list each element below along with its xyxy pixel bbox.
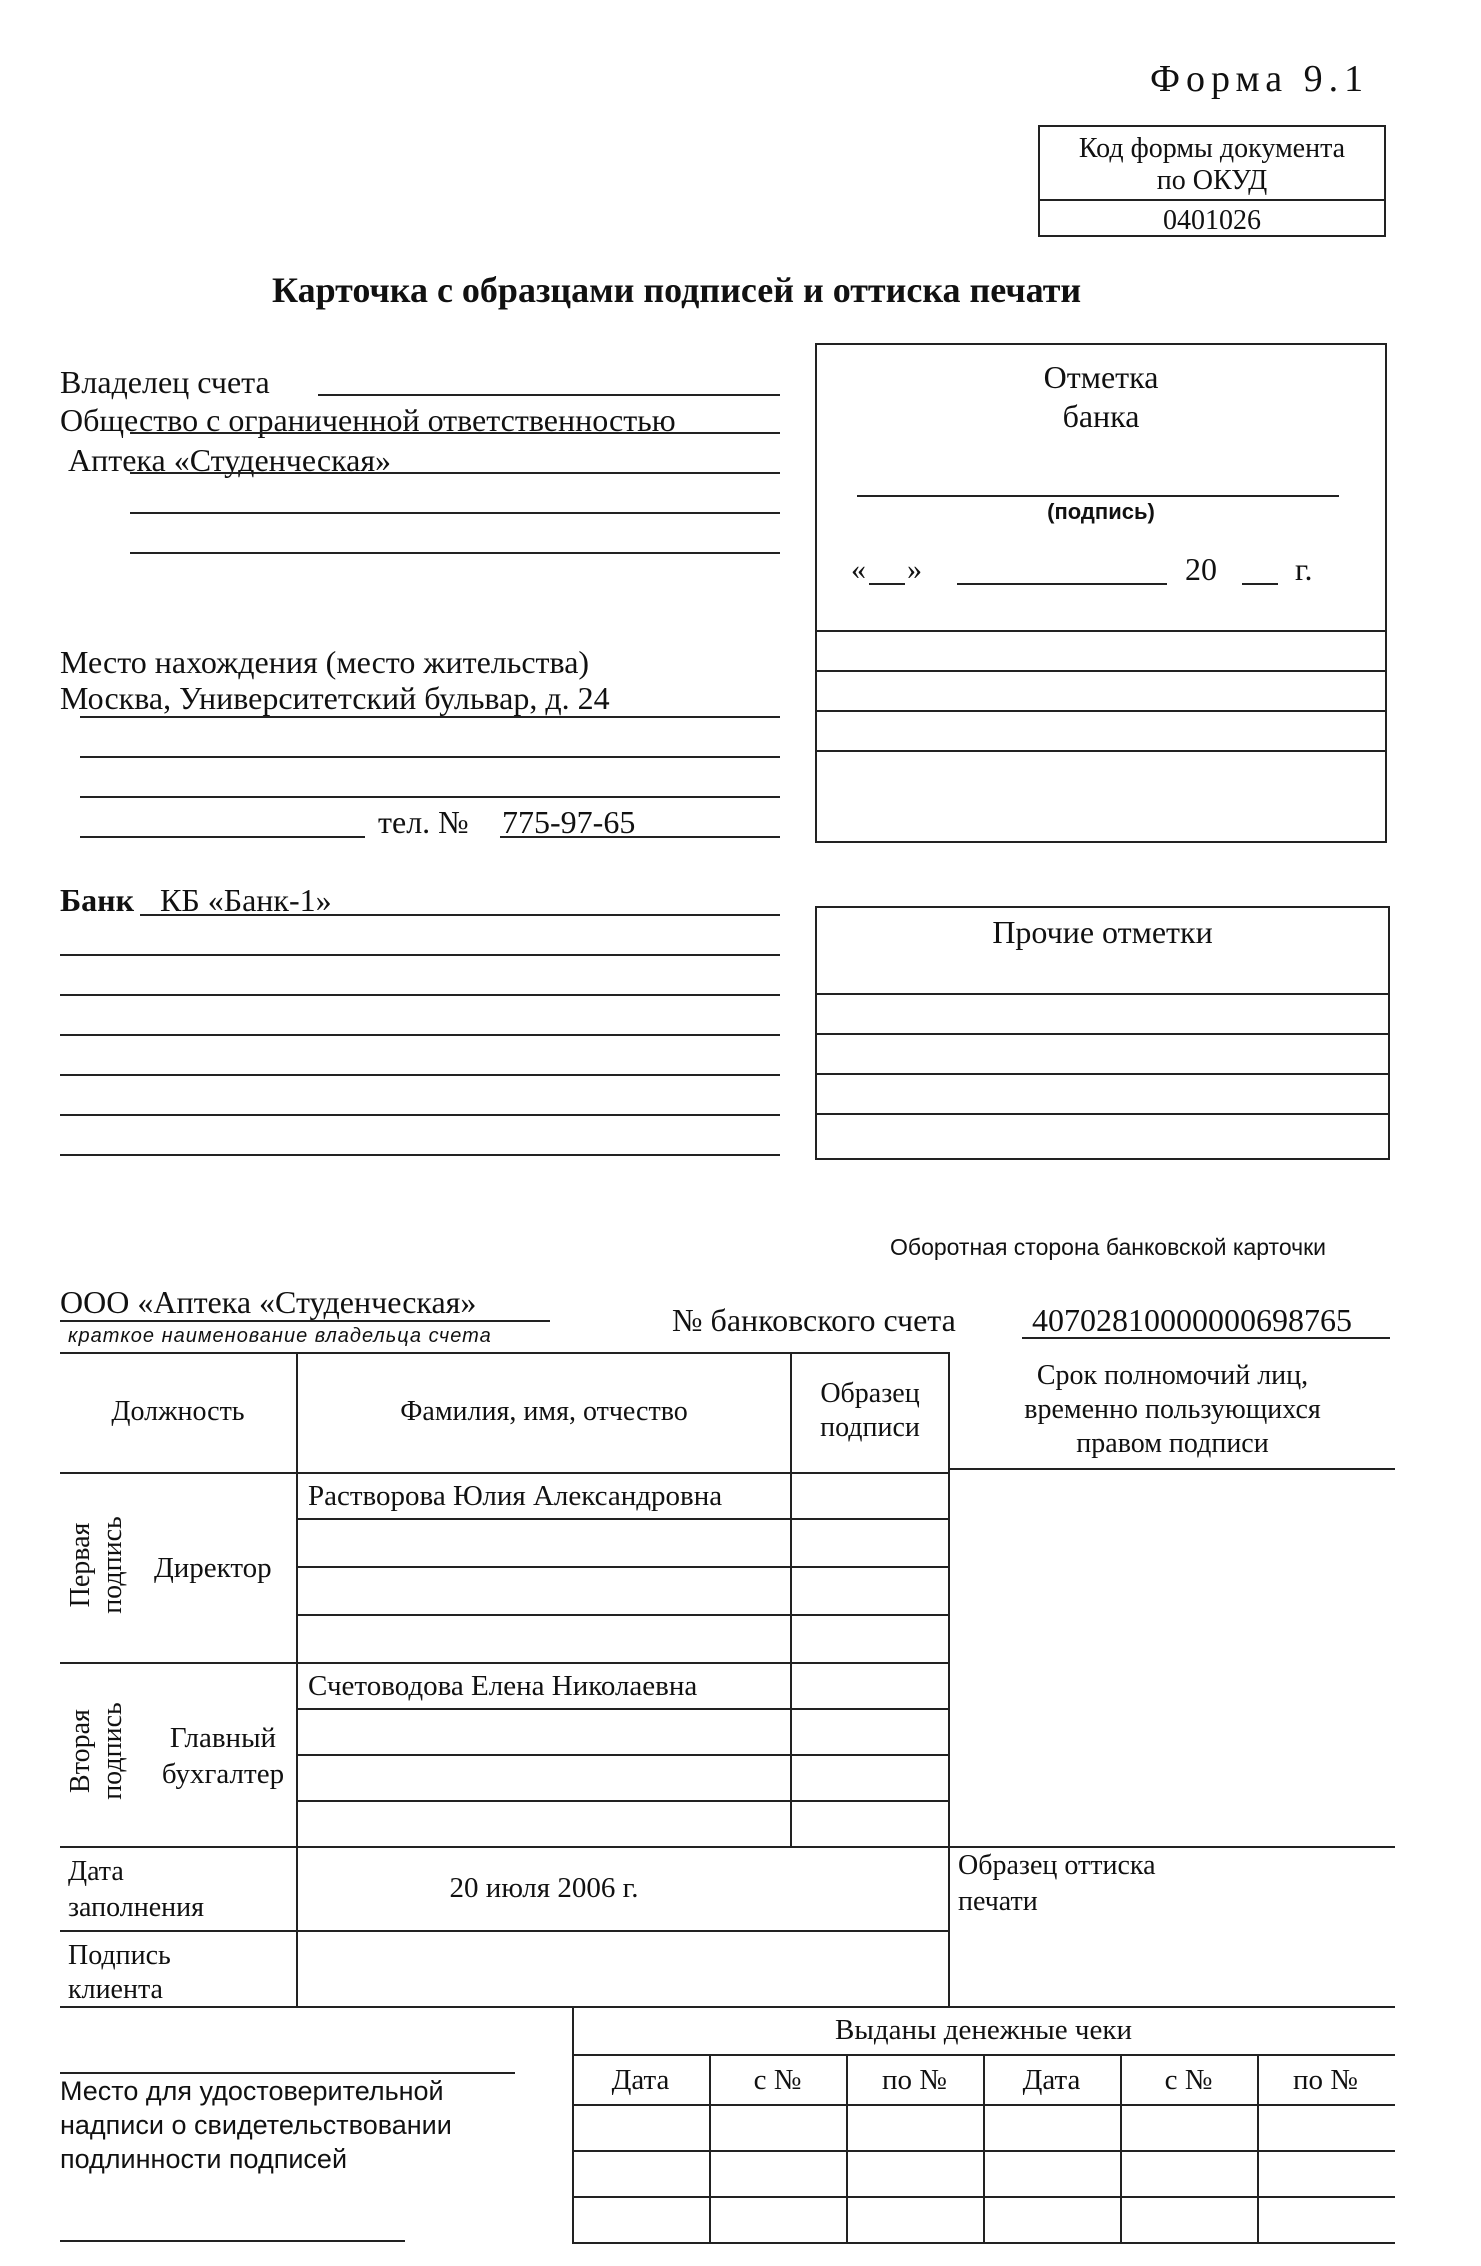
fill-date-label-line2: заполнения	[68, 1892, 204, 1923]
other-marks-title: Прочие отметки	[992, 914, 1213, 950]
bank-mark-title-line1: Отметка	[1043, 359, 1159, 395]
phone-value: 775-97-65	[502, 804, 636, 840]
bank-label: Банк	[60, 882, 135, 918]
cheques-col-to-2: по №	[1293, 2064, 1358, 2096]
certification-line3: подлинности подписей	[60, 2144, 348, 2174]
first-signature-side-label	[65, 1505, 135, 1625]
other-marks-box	[815, 906, 1390, 1160]
location-value: Москва, Университетский бульвар, д. 24	[60, 680, 610, 716]
second-name: Счетоводова Елена Николаевна	[308, 1670, 698, 1702]
fill-date-value: 20 июля 2006 г.	[449, 1872, 639, 1904]
fill-date-label-line1: Дата	[68, 1856, 124, 1887]
header-term-line3: правом подписи	[1076, 1428, 1269, 1459]
cheques-col-from-2: с №	[1164, 2064, 1213, 2096]
okud-code: 0401026	[1163, 205, 1261, 236]
second-side-line1: Вторая	[65, 1709, 96, 1793]
cheques-col-to-1: по №	[882, 2064, 947, 2096]
owner-line2: Аптека «Студенческая»	[68, 442, 392, 478]
client-signature-label-line2: клиента	[68, 1974, 163, 2005]
first-position: Директор	[154, 1552, 272, 1584]
account-label: № банковского счета	[672, 1302, 956, 1338]
bank-mark-box	[815, 343, 1387, 843]
second-position-line1: Главный	[169, 1722, 277, 1754]
account-number: 40702810000000698765	[1032, 1302, 1352, 1338]
cheques-table	[572, 2008, 1395, 2244]
document-title: Карточка с образцами подписей и оттиска печати	[272, 270, 1082, 310]
second-position-line2: бухгалтер	[161, 1758, 285, 1790]
certification-line2: надписи о свидетельствовании	[60, 2110, 452, 2140]
date-close-quote: »	[907, 553, 922, 586]
form-label: Форма 9.1	[1150, 58, 1370, 100]
header-term-line2: временно пользующихся	[1024, 1394, 1321, 1425]
location-label: Место нахождения (место жительства)	[60, 644, 590, 680]
stamp-line2: печати	[958, 1886, 1038, 1917]
cheques-title: Выданы денежные чеки	[835, 2014, 1132, 2046]
okud-box	[1038, 125, 1386, 237]
date-open-quote: «	[851, 553, 866, 586]
first-side-line2: подпись	[97, 1516, 129, 1614]
signature-caption: (подпись)	[1047, 499, 1155, 524]
stamp-line1: Образец оттиска	[958, 1850, 1156, 1881]
header-sample-line1: Образец	[820, 1378, 920, 1409]
okud-title-line1: Код формы документа	[1078, 133, 1346, 164]
year-prefix: 20	[1185, 551, 1217, 587]
header-position: Должность	[111, 1396, 245, 1427]
owner-label: Владелец счета	[60, 364, 270, 400]
owner-line1: Общество с ограниченной ответственностью	[60, 402, 676, 438]
cheques-col-date-2: Дата	[1022, 2064, 1081, 2096]
okud-title-line2: по ОКУД	[1156, 165, 1268, 196]
client-signature-label-line1: Подпись	[68, 1940, 171, 1971]
header-term-line1: Срок полномочий лиц,	[1036, 1360, 1309, 1391]
second-signature-side-label	[65, 1691, 135, 1811]
cheques-col-from-1: с №	[753, 2064, 802, 2096]
header-sample-line2: подписи	[820, 1412, 920, 1443]
certification-line1: Место для удостоверительной	[60, 2076, 444, 2106]
first-side-line1: Первая	[65, 1522, 96, 1608]
cheques-col-date-1: Дата	[611, 2064, 670, 2096]
year-suffix: г.	[1295, 551, 1313, 587]
first-name: Растворова Юлия Александровна	[308, 1480, 723, 1512]
header-full-name: Фамилия, имя, отчество	[400, 1396, 688, 1427]
reverse-side-caption: Оборотная сторона банковской карточки	[890, 1234, 1327, 1260]
short-name: ООО «Аптека «Студенческая»	[60, 1284, 477, 1320]
short-name-caption: краткое наименование владельца счета	[68, 1325, 492, 1347]
bank-mark-title-line2: банка	[1062, 398, 1140, 434]
second-side-line2: подпись	[97, 1702, 129, 1800]
signature-table	[60, 1352, 1395, 2008]
phone-label: тел. №	[378, 804, 469, 840]
bank-value: КБ «Банк-1»	[160, 882, 332, 918]
